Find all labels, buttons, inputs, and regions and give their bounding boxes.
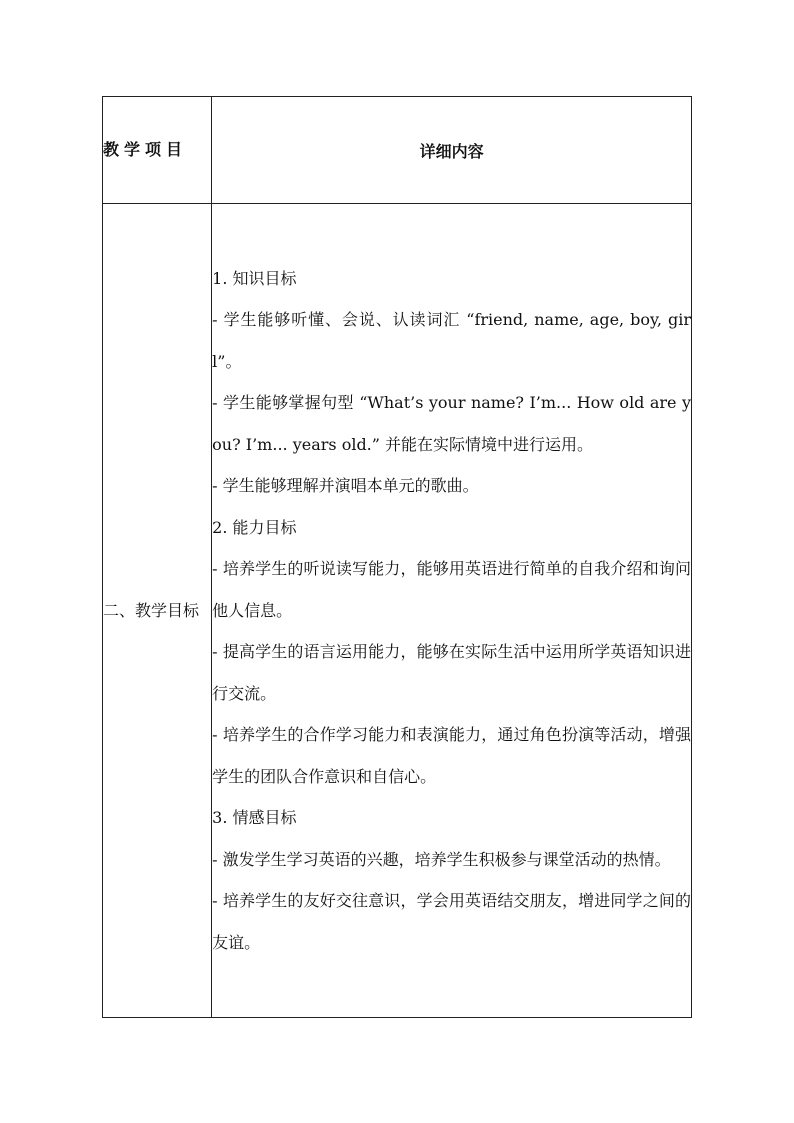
table-row [103, 204, 692, 1018]
list-item: - 学生能够掌握句型 “What’s your name? I’m... How old are you? I’m... years old.” 并能在实际情境中进行运用。 [212, 393, 691, 454]
row-item-cell: 二、教学目标 [103, 204, 212, 1018]
list-item: - 学生能够理解并演唱本单元的歌曲。 [212, 476, 479, 496]
list-item: - 学生能够听懂、会说、认读词汇 “friend, name, age, boy, girl”。 [212, 310, 691, 371]
header-item-cell: 教学项目 [103, 97, 212, 204]
section-heading-knowledge: 1. 知识目标 [212, 268, 297, 288]
list-item: - 激发学生学习英语的兴趣，培养学生积极参与课堂活动的热情。 [212, 849, 671, 869]
teaching-plan-table [102, 96, 692, 1018]
table-header-row [103, 97, 692, 204]
list-item: - 提高学生的语言运用能力，能够在实际生活中运用所学英语知识进行交流。 [212, 642, 691, 703]
row-detail-cell [212, 204, 692, 1018]
list-item: - 培养学生的听说读写能力，能够用英语进行简单的自我介绍和询问他人信息。 [212, 559, 691, 620]
list-item: - 培养学生的合作学习能力和表演能力，通过角色扮演等活动，增强学生的团队合作意识和自信心。 [212, 725, 691, 786]
section-heading-emotion: 3. 情感目标 [212, 808, 297, 828]
section-heading-ability: 2. 能力目标 [212, 517, 297, 537]
list-item: - 培养学生的友好交往意识，学会用英语结交朋友，增进同学之间的友谊。 [212, 891, 691, 952]
header-detail-cell: 详细内容 [212, 97, 692, 204]
